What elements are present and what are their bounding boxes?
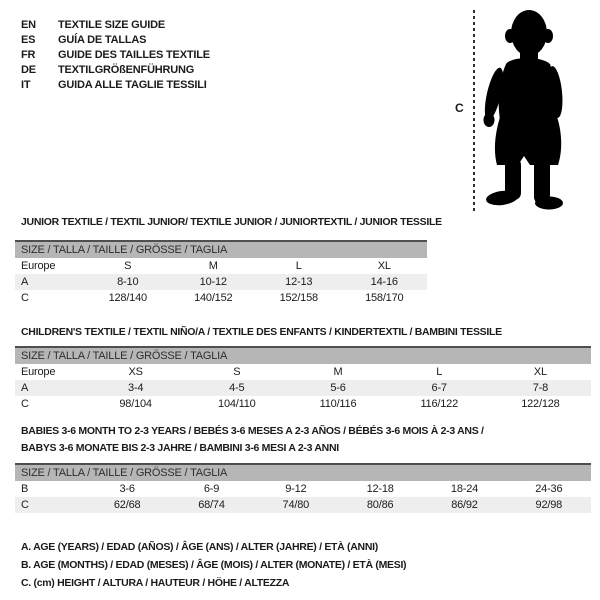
language-code: ES [21, 33, 36, 46]
language-title: GUIDA ALLE TAGLIE TESSILI [58, 78, 207, 91]
size-cell: 5-6 [330, 382, 346, 394]
size-cell: S [124, 260, 132, 272]
table-row [15, 396, 591, 412]
table-header-row [15, 465, 591, 481]
footnotes [21, 538, 406, 592]
size-cell: M [208, 260, 218, 272]
babies-table-title [21, 423, 484, 457]
row-label: C [21, 499, 29, 511]
table-header-label: SIZE / TALLA / TAILLE / GRÖSSE / TAGLIA [21, 244, 228, 256]
babies-title-line-1: BABIES 3-6 MONTH TO 2-3 YEARS / BEBÉS 3-6 MESES A 2-3 AÑOS / BÉBÉS 3-6 MOIS À 2-3 ANS / [21, 425, 484, 437]
language-code: IT [21, 78, 31, 91]
table-row [15, 258, 427, 274]
height-measure-label: C [455, 101, 464, 115]
footnote-c: C. (cm) HEIGHT / ALTURA / HAUTEUR / HÖHE / ALTEZZA [21, 577, 290, 589]
table-row [15, 497, 591, 513]
size-cell: 62/68 [113, 499, 141, 511]
row-label: A [21, 382, 29, 394]
junior-size-table [15, 240, 427, 306]
size-cell: 80/86 [366, 499, 394, 511]
size-cell: 8-10 [117, 276, 139, 288]
size-cell: 24-36 [535, 483, 563, 495]
junior-table-title: JUNIOR TEXTILE / TEXTIL JUNIOR/ TEXTILE JUNIOR / JUNIORTEXTIL / JUNIOR TESSILE [21, 216, 442, 228]
language-row [21, 47, 210, 62]
language-title: TEXTILGRÖßENFÜHRUNG [58, 63, 195, 76]
size-cell: 98/104 [119, 398, 152, 410]
babies-title-line-2: BABYS 3-6 MONATE BIS 2-3 JAHRE / BAMBINI 3-6 MESI A 2-3 ANNI [21, 442, 339, 454]
children-size-table [15, 346, 591, 412]
language-title: TEXTILE SIZE GUIDE [58, 18, 166, 31]
row-label: C [21, 398, 29, 410]
language-code: DE [21, 63, 36, 76]
size-cell: 6-7 [431, 382, 447, 394]
size-cell: S [233, 366, 241, 378]
size-cell: 4-5 [229, 382, 245, 394]
language-row [21, 77, 210, 92]
size-cell: XL [377, 260, 391, 272]
size-cell: 152/158 [279, 292, 318, 304]
table-header-row [15, 242, 427, 258]
height-dashed-line [473, 10, 475, 211]
footnote-a: A. AGE (YEARS) / EDAD (AÑOS) / ÂGE (ANS) / ALTER (JAHRE) / ETÀ (ANNI) [21, 541, 378, 553]
size-cell: 92/98 [535, 499, 563, 511]
size-cell: 116/122 [420, 398, 458, 410]
size-cell: 140/152 [194, 292, 233, 304]
size-cell: 6-9 [203, 483, 220, 495]
language-row [21, 62, 210, 77]
toddler-silhouette-icon [482, 8, 568, 210]
size-cell: L [295, 260, 302, 272]
language-code: EN [21, 18, 36, 31]
table-row [15, 274, 427, 290]
size-cell: 3-6 [119, 483, 135, 495]
size-cell: 122/128 [521, 398, 560, 410]
size-cell: L [436, 366, 443, 378]
table-row [15, 380, 591, 396]
table-header-row [15, 348, 591, 364]
babies-size-table [15, 463, 591, 513]
size-cell: 86/92 [451, 499, 478, 511]
row-label: Europe [21, 260, 56, 272]
table-row [15, 481, 591, 497]
size-cell: 12-13 [285, 276, 313, 288]
size-cell: 3-4 [127, 382, 144, 394]
size-cell: XS [128, 366, 143, 378]
row-label: Europe [21, 366, 56, 378]
row-label: C [21, 292, 29, 304]
size-cell: XL [533, 366, 547, 378]
size-cell: 110/116 [319, 398, 357, 410]
row-label: B [21, 483, 29, 495]
table-header-label: SIZE / TALLA / TAILLE / GRÖSSE / TAGLIA [21, 467, 228, 479]
size-cell: 68/74 [198, 499, 225, 511]
language-code: FR [21, 48, 36, 61]
size-cell: 10-12 [199, 276, 227, 288]
size-cell: 9-12 [285, 483, 307, 495]
size-cell: 158/170 [365, 292, 404, 304]
size-cell: 18-24 [450, 483, 479, 495]
table-row [15, 364, 591, 380]
size-cell: 14-16 [370, 276, 398, 288]
children-table-title: CHILDREN'S TEXTILE / TEXTIL NIÑO/A / TEXTILE DES ENFANTS / KINDERTEXTIL / BAMBINI TESSILE [21, 326, 502, 338]
table-header-label: SIZE / TALLA / TAILLE / GRÖSSE / TAGLIA [21, 350, 228, 362]
footnote-b: B. AGE (MONTHS) / EDAD (MESES) / ÂGE (MOIS) / ALTER (MONATE) / ETÀ (MESI) [21, 559, 407, 571]
size-cell: M [333, 366, 343, 378]
language-title: GUIDE DES TAILLES TEXTILE [58, 48, 210, 61]
table-row [15, 290, 427, 306]
language-row [21, 32, 210, 47]
size-cell: 128/140 [108, 292, 147, 304]
language-title: GUÍA DE TALLAS [58, 33, 147, 46]
size-cell: 104/110 [218, 398, 256, 410]
language-row [21, 17, 210, 32]
size-cell: 7-8 [532, 382, 549, 394]
size-cell: 12-18 [366, 483, 394, 495]
language-list [21, 17, 210, 92]
size-cell: 74/80 [282, 499, 310, 511]
row-label: A [21, 276, 29, 288]
